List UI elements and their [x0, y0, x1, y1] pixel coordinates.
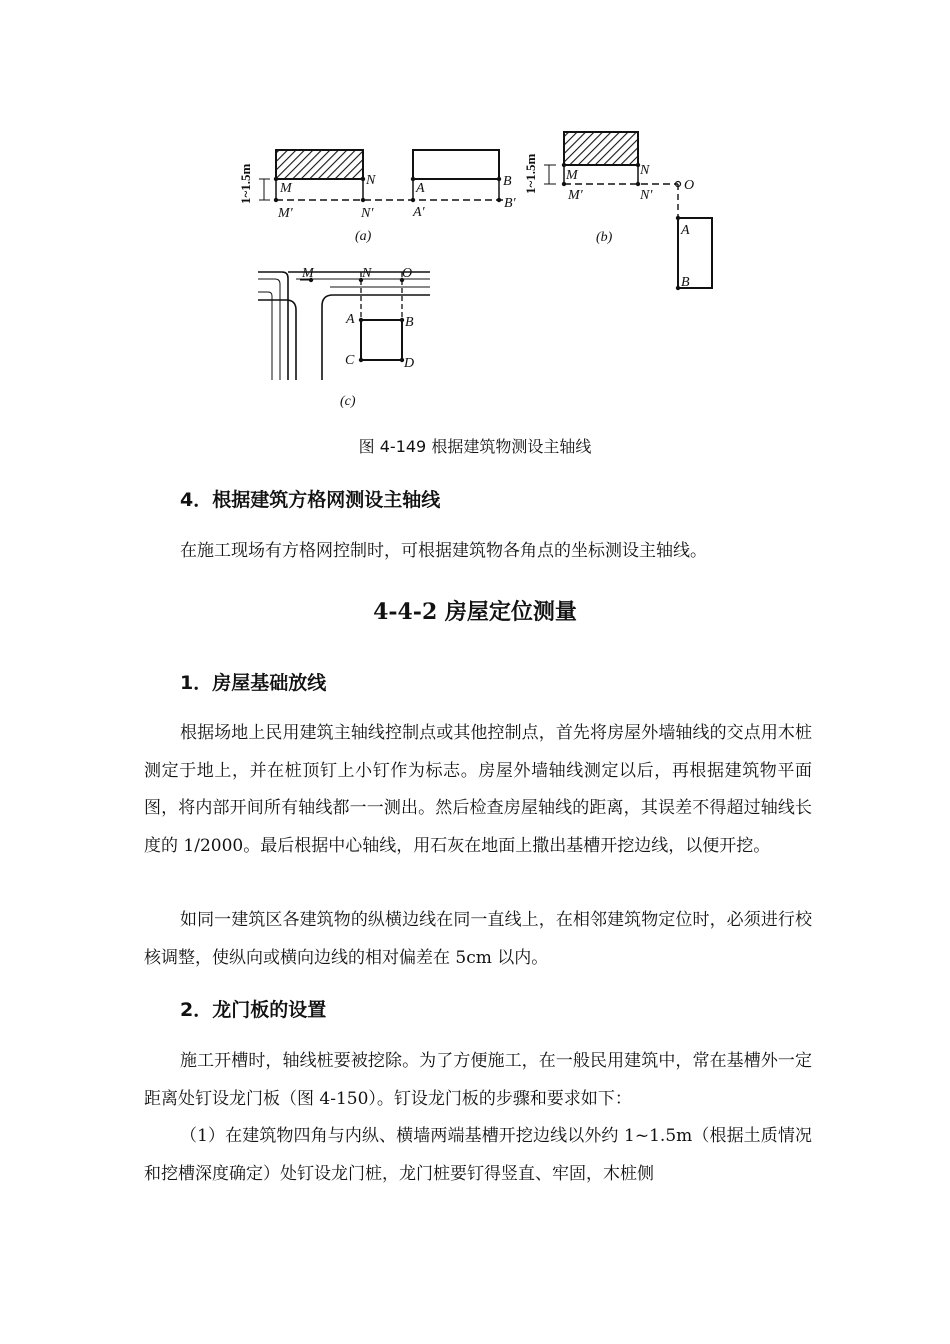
subfigure-c — [258, 266, 430, 409]
existing-building-b — [564, 132, 638, 165]
subfigure-b — [523, 132, 712, 290]
subfigure-a — [238, 150, 517, 244]
label-c-O: O — [402, 266, 413, 281]
label-b-N: N — [640, 163, 650, 178]
paragraph-grid-axis: 在施工现场有方格网控制时，可根据建筑物各角点的坐标测设主轴线。 — [180, 541, 707, 561]
paragraph-foundation-1: 根据场地上民用建筑主轴线控制点或其他控制点，首先将房屋外墙轴线的交点用木桩测定于地上，并在桩顶钉上小钉作为标志。房屋外墙轴线测定以后，再根据建筑物平面图，将内部开间所有轴线都一一测出。然后检查房屋轴线的距离，其误差不得超过轴线长度的 1/2000。最后根据中心轴线，用石灰在地面上撒出基槽开挖边线，以便开挖。 — [144, 723, 812, 856]
paragraph-foundation-2: 如同一建筑区各建筑物的纵横边线在同一直线上，在相邻建筑物定位时，必须进行校核调整，使纵向或横向边线的相对偏差在 5cm 以内。 — [144, 910, 812, 968]
subfigure-b-label: (b) — [596, 230, 613, 245]
heading-foundation-layout: 1．房屋基础放线 — [180, 672, 327, 694]
label-a-Bp: B′ — [504, 196, 516, 211]
label-a-M: M — [280, 181, 292, 196]
heading-grid-axis: 4．根据建筑方格网测设主轴线 — [180, 489, 441, 511]
heading-batter-board: 2．龙门板的设置 — [180, 999, 327, 1021]
label-a-B: B — [503, 174, 512, 189]
subfigure-a-label: (a) — [355, 229, 372, 244]
label-c-D: D — [404, 356, 415, 371]
label-b-O: O — [684, 178, 695, 193]
label-b-M: M — [566, 168, 578, 183]
paragraph-batter-board-2: （1）在建筑物四角与内纵、横墙两端基槽开挖边线以外约 1~1.5m（根据土质情况和挖槽深度确定）处钉设龙门桩，龙门桩要钉得竖直、牢固，木桩侧 — [144, 1126, 812, 1184]
label-b-A: A — [681, 223, 690, 238]
label-a-Mp: M′ — [278, 206, 293, 221]
label-c-C: C — [345, 353, 355, 368]
dim-label-a: 1~1.5m — [238, 163, 253, 204]
label-a-Ap: A′ — [413, 205, 425, 220]
label-b-Np: N′ — [640, 188, 653, 203]
road-outline — [258, 272, 288, 380]
label-b-Mp: M′ — [568, 188, 583, 203]
label-c-B: B — [405, 315, 414, 330]
axis-layout-figure — [230, 122, 730, 418]
label-c-M: M — [302, 266, 314, 281]
subfigure-c-label: (c) — [340, 394, 356, 409]
existing-building-a — [276, 150, 363, 179]
new-building-c — [361, 320, 402, 360]
section-title: 4-4-2 房屋定位测量 — [373, 599, 577, 625]
new-building-a — [413, 150, 499, 179]
label-a-A: A — [416, 181, 425, 196]
label-c-N: N — [362, 266, 372, 281]
label-c-A: A — [346, 312, 355, 327]
dim-label-b: 1~1.5m — [523, 153, 538, 194]
label-b-B: B — [681, 275, 690, 290]
label-a-N: N — [366, 173, 376, 188]
paragraph-batter-board-1: 施工开槽时，轴线桩要被挖除。为了方便施工，在一般民用建筑中，常在基槽外一定距离处钉设龙门板（图 4-150）。钉设龙门板的步骤和要求如下： — [144, 1051, 812, 1109]
label-a-Np: N′ — [361, 206, 374, 221]
figure-caption: 图 4-149 根据建筑物测设主轴线 — [358, 437, 592, 456]
